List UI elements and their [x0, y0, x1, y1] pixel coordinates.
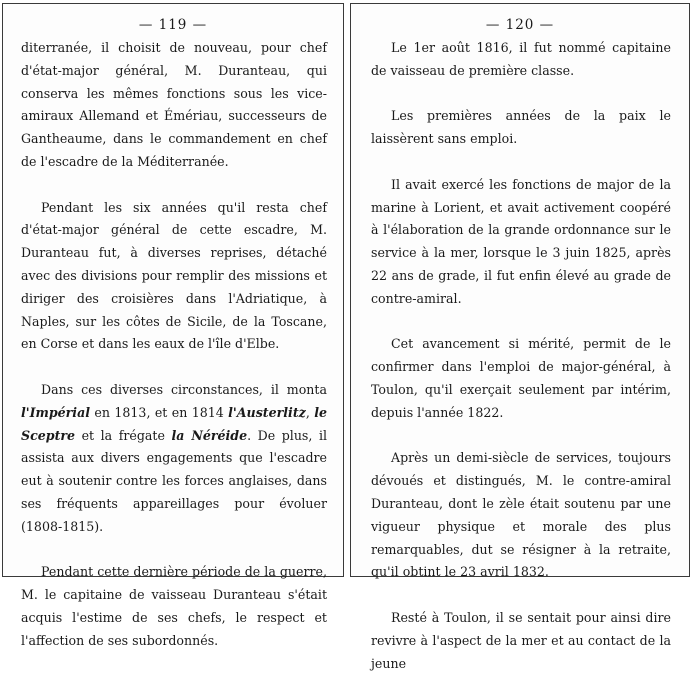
ship-name: la Néréide: [171, 427, 248, 443]
paragraph: Resté à Toulon, il se sentait pour ainsi dire revivre à l'aspect de la mer et au contact de la jeune: [371, 609, 671, 671]
ship-name: l'Impérial: [21, 404, 91, 420]
paragraph: Pendant les six années qu'il resta chef d'état-major général de cette escadre, M. Duranteau fut, à diverses reprises, détaché avec des divisions pour remplir des missions et diriger des croisières dans l'Adriatique, à Naples, sur les côtes de Sicile, de la Toscane, en Corse et dans les eaux de l'île d'Elbe.: [21, 199, 327, 352]
paragraph: diterranée, il choisit de nouveau, pour chef d'état-major général, M. Duranteau, qui conserva les mêmes fonctions sous les vice-amiraux Allemand et Émériau, successeurs de Gantheaume, dans le commandement en chef de l'escadre de la Méditerranée.: [21, 40, 327, 169]
right-page: [350, 3, 690, 671]
paragraph: Les premières années de la paix le laissèrent sans emploi.: [371, 108, 671, 147]
paragraph: Le 1er août 1816, il fut nommé capitaine de vaisseau de première classe.: [371, 40, 671, 78]
paragraph: Dans ces diverses circonstances, il monta l'Impérial en 1813, et en 1814 l'Austerlitz, le Sceptre et la frégate la Néréide. De plus, il assista aux divers engagements que l'escadre eut à soutenir contre les forces anglaises, dans ses fréquents appareillages pour évoluer (1808-1815).: [21, 381, 328, 534]
paragraph: Il avait exercé les fonctions de major de la marine à Lorient, et avait activement coopéré à l'élaboration de la grande ordonnance sur le service à la mer, lorsque le 3 juin 1825, après 22 ans de grade, il fut enfin élevé au grade de contre-amiral.: [371, 176, 671, 306]
left-page: [2, 3, 344, 648]
page-body: [371, 37, 671, 675]
paragraph: Cet avancement si mérité, permit de le confirmer dans l'emploi de major-général, à Toulon, qu'il exerçait seulement par intérim, depuis l'année 1822.: [371, 336, 671, 420]
ship-name: le Sceptre: [21, 404, 328, 443]
paragraph: Après un demi-siècle de services, toujours dévoués et distingués, M. le contre-amiral Duranteau, dont le zèle était soutenu par une vigueur physique et morale des plus remarquables, dut se résigner à la retraite, qu'il obtint le 23 avril 1832.: [371, 450, 671, 580]
page-number: — 120 —: [485, 17, 555, 33]
paragraph: Pendant cette dernière période de la guerre, M. le capitaine de vaisseau Duranteau s'était acquis l'estime de ses chefs, le respect et l'affection de ses subordonnés.: [21, 564, 327, 648]
page-body: [21, 37, 327, 653]
page-number: — 119 —: [138, 17, 208, 33]
ship-name: l'Austerlitz: [228, 404, 306, 420]
